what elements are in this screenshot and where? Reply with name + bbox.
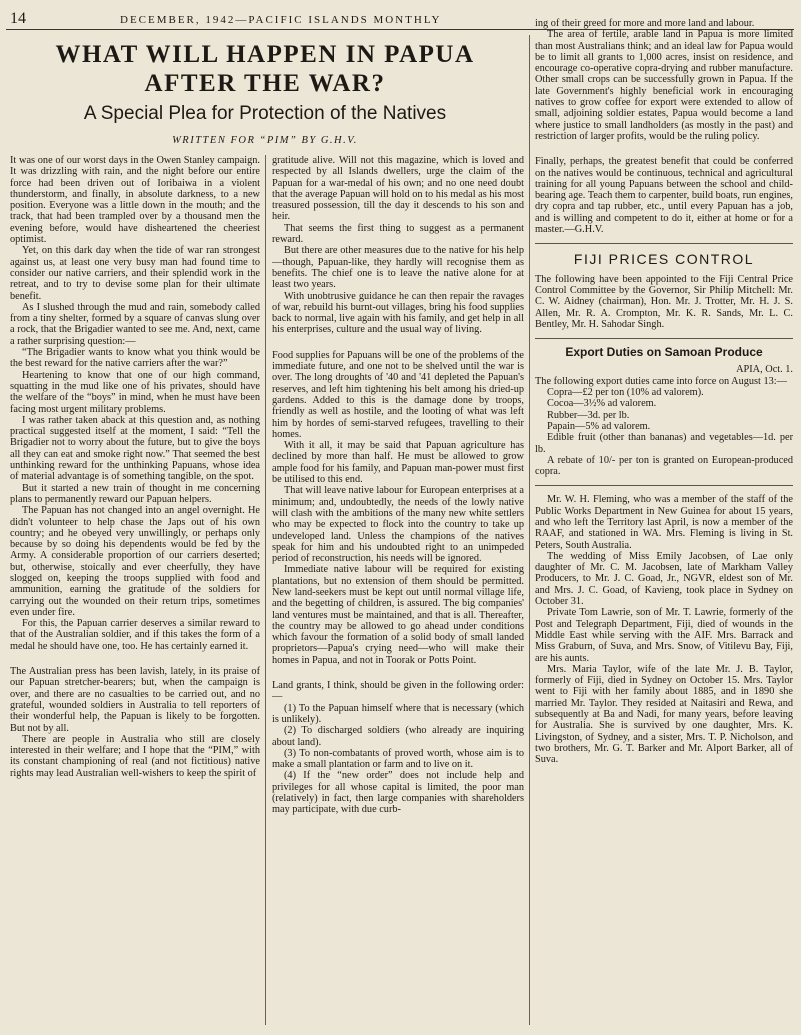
paragraph: With it all, it may be said that Papuan agriculture has declined by more than half. He must be allowed to grow ample food for his family, and Papuan man-power must first be utilised to this end. [272,440,524,486]
paragraph: (1) To the Papuan himself where that is necessary (which is unlikely). [272,702,524,725]
section-block [272,350,524,666]
paragraph: (2) To discharged soldiers (who already are inquiring about land). [272,725,524,748]
samoa-dateline: APIA, Oct. 1. [736,364,793,376]
list-item: Papain—5% ad valorem. [547,420,651,432]
section-block [535,156,793,235]
paragraph: With unobtrusive guidance he can then repair the ravages of war, rebuild his burnt-out villages, bring his food supplies back to normal, live again with his family, and get help in all his enterprises, culture and the usual way of living. [272,290,524,336]
paragraph: That seems the first thing to suggest as a permanent reward. [272,222,524,246]
paragraph: Heartening to know that one of our high command, squatting in the mud like one of his privates, should have the welfare of the “boys” in mind, when he must have been facing most urgent military problems. [10,369,260,415]
list-item: Rubber—3d. per lb. [547,409,630,421]
paragraph: The area of fertile, arable land in Papua is more limited than most Australians think; and an ideal law for Papua would be to limit all grants to 1,000 acres, insist on residence, and encourage co-operative copra-drying and rubber manufacture. Other small crops can be successfully grown in Papua. If the late Government's highly beneficial work in encouraging natives to grow coffee for export were extended to allow of small, adjoining soldier estates, Papua would become a land where justice to small landholders (as mostly in the past) and restriction of larger profits, would be the ruling policy. [535,29,793,142]
running-head: DECEMBER, 1942—PACIFIC ISLANDS MONTHLY [120,14,442,26]
title-line-2: AFTER THE WAR? [144,70,386,97]
paragraph: ing of their greed for more and more land and labour. [535,18,755,29]
divider [535,243,793,244]
personal-note: Private Tom Lawrie, son of Mr. T. Lawrie, formerly of the Post and Telegraph Department, Fiji, died of wounds in the Middle East while serving with the AIF. Mrs. Barrack and Miss Graburn, of Suva, and Mrs. Snow, of Vitilevu Bay, Fiji, are his aunts. [535,607,793,664]
samoa-heading: Export Duties on Samoan Produce [565,345,763,360]
section-block [272,680,524,816]
paragraph: “The Brigadier wants to know what you think would be the best reward for the native carriers after the war?” [10,347,260,370]
fiji-heading: FIJI PRICES CONTROL [573,251,755,268]
paragraph: Immediate native labour will be required for existing plantations, but no extension of them should be permitted. New land-seekers must be kept out until normal village life, and the begetting of children, is assured. The big companies' land ventures must be maintained, and that is all. Thereafter, the country may be allowed to go ahead under conditions which favour the formation of a solid body of small landed proprietors—Papua's crying need—who will make their homes in Papua, and not in Toorak or Potts Point. [272,564,524,666]
paragraph: But it started a new train of thought in me concerning plans to permanently reward our Papuan helpers. [10,482,260,505]
samoa-intro: The following export duties came into force on August 13:— [535,375,787,387]
section-block [10,666,260,779]
column-3 [535,18,793,1028]
paragraph: (4) If the “new order” does not include help and privileges for all whose capital is limited, the poor man (relatively) in fact, then large companies with shareholders may participate, with due curb- [272,770,524,816]
article-subtitle: A Special Plea for Protection of the Natives [83,103,447,124]
paragraph: (3) To non-combatants of proved worth, whose aim is to make a small plantation or farm and to live on it. [272,747,524,771]
column-1 [10,155,260,1025]
paragraph: Food supplies for Papuans will be one of the problems of the immediate future, and one not to be shelved until the war is over. The long droughts of '40 and '41 depleted the Papuan's reserves, and left him tightening his belt among his dried-up gardens. Added to this is the damage done by troops, friendly as well as hostile, and the looting of what was left him by hordes of semi-starved refugees, travelling to their homes. [272,349,524,440]
paragraph: Finally, perhaps, the greatest benefit that could be conferred on the natives would be continuous, technical and agricultural training for all young Papuans between the school and child-bearing age. Teach them to carpenter, build boats, run engines, dry copra and tap rubber, etc., until every Papuan has a job, and is willing and competent to do it, either at home or for a master.—G.H.V. [535,156,793,236]
paragraph: It was one of our worst days in the Owen Stanley campaign. It was drizzling with rain, and the night before our entire force had been driven out of Ioribaiwa in a violent thunderstorm, and finally, in absolute darkness, to a new position. Everyone was a little down in the mouth; and the track, that had been trampled over by a thousand men the evening before, would have disheartened the cheeriest optimist. [10,155,260,246]
paragraph: As I slushed through the mud and rain, somebody called from a tiny shelter, formed by a square of canvas slung over a rock, that the Brigadier wanted to see me. And, next, came a rather surprising question:— [10,301,260,347]
column-separator-1 [265,155,266,1025]
title-line-1: WHAT WILL HAPPEN IN PAPUA [55,41,475,68]
paragraph: That will leave native labour for European enterprises at a minimum; and, undoubtedly, the needs of the lowly native will clash with the ambitions of the many new white settlers who may be expected to flock into the country to take up undeveloped land. Unless the champions of the natives speak for him and his undoubted right to an unimpeded period of reconstruction, his needs will be ignored. [272,485,524,565]
paragraph: Land grants, I think, should be given in the following order:— [272,680,524,703]
divider [535,338,793,339]
personal-note: Mr. W. H. Fleming, who was a member of the staff of the Public Works Department in New Guinea for about 15 years, and who left the Territory last April, is now a member of the RAAF, and stationed in WA. Mrs. Fleming is living in St. Peters, South Australia. [535,494,793,551]
article-title [30,40,500,98]
paragraph: I was rather taken aback at this question and, as nothing practical suggested itself at the moment, I said: “Tell the Brigadier not to worry about the future, but to give the boys all they can eat and smoke right now.” That seemed the best unthinking reward for the unthinking Papuans, whose idea of material advantage is of something tangible, on the spot. [10,414,260,483]
page-number: 14 [10,10,26,27]
paragraph: But there are other measures due to the native for his help—though, Papuan-like, they hardly will recognise them as benefits. The chief one is to leave the native alone for at least two years. [272,245,524,291]
paragraph: Yet, on this dark day when the tide of war ran strongest against us, at least one very busy man had found time to consider our native carriers, and their splendid work in the retreat, and to try to devise some plan for their ultimate benefit. [10,245,260,302]
duty-list [535,387,793,455]
paragraph: gratitude alive. Will not this magazine, which is loved and respected by all Islands dwellers, urge the claim of the Papuan for a war-medal of his own; and no one need doubt that the average Papuan will hold on to his medal as his most treasured possession, till the day it descends to his son and heir. [272,155,524,223]
paragraph: For this, the Papuan carrier deserves a similar reward to that of the Australian soldier, and if this takes the form of a medal he should have one, too. He has certainly earned it. [10,618,260,652]
personal-note: The wedding of Miss Emily Jacobsen, of Lae only daughter of Mr. C. M. Jacobsen, late of Markham Valley Producers, to Mr. J. C. Goad, Jr., NGVR, eldest son of Mr. and Mrs. J. C. Goad, of Kavieng, took place in Sydney on October 31. [535,550,793,608]
article-byline: WRITTEN FOR “PIM” BY G.H.V. [172,135,358,146]
divider [535,485,793,486]
column-separator-2 [529,35,530,1025]
list-item: Copra—£2 per ton (10% ad valorem). [547,387,704,399]
fiji-body: The following have been appointed to the Fiji Central Price Control Committee by the Governor, Sir Philip Mitchell: Mr. C. W. Aidney (chairman), Hon. Mr. J. Trotter, Mr. H. J. S. Allen, Mr. R. A. Crompton, Mr. K. R. Sands, Mr. L. C. Bentley, Mr. H. Sahodar Singh. [535,273,793,330]
paragraph: The Papuan has not changed into an angel overnight. He didn't volunteer to help chase the Japs out of his own country; and he obeyed very unwillingly, or perhaps only because by so doing his dependents would be fed by the Army. A considerable proportion of our carriers deserted; but, otherwise, stoically and ever cheerfully, they have slogged on, keeping the troops supplied with food and ammunition, earning the gratitude of the soldiers for carrying out the wounded on their return trips, sometimes even under fire. [10,505,260,618]
personal-note: Mrs. Maria Taylor, wife of the late Mr. J. B. Taylor, formerly of Fiji, died in Sydney on October 15. Mrs. Taylor went to Fiji with her family about 1885, and in 1890 she married Mr. Taylor. They resided at Naitasiri and Rewa, and subsequently at Ba and Nadi, for many years, before leaving for Australia. She is survived by one daughter, Mrs. K. Livingston, of Sydney, and a sister, Mrs. T. P. Nicholson, and two brothers, Mr. G. T. Barker and Mr. Alport Barker, all of Suva. [535,663,793,766]
list-item: Edible fruit (other than bananas) and vegetables—1d. per lb. [535,432,793,455]
column-2 [272,155,524,1025]
samoa-footer: A rebate of 10/- per ton is granted on European-produced copra. [535,454,793,478]
paragraph: The Australian press has been lavish, lately, in its praise of our Papuan stretcher-bearers; but, when the campaign is over, and there are no casualties to be carried out, and no grateful, wounded soldiers in Australia to tell reporters of their wonderful help, the Papuan is likely to be forgotten. But not by all. [10,666,260,734]
paragraph: There are people in Australia who still are closely interested in their welfare; and I hope that the “PIM,” with its constant championing of real (and not fictitious) native rights may lead Australian well-wishers to keep the spirit of [10,733,260,779]
list-item: Cocoa—3½% ad valorem. [547,398,657,410]
